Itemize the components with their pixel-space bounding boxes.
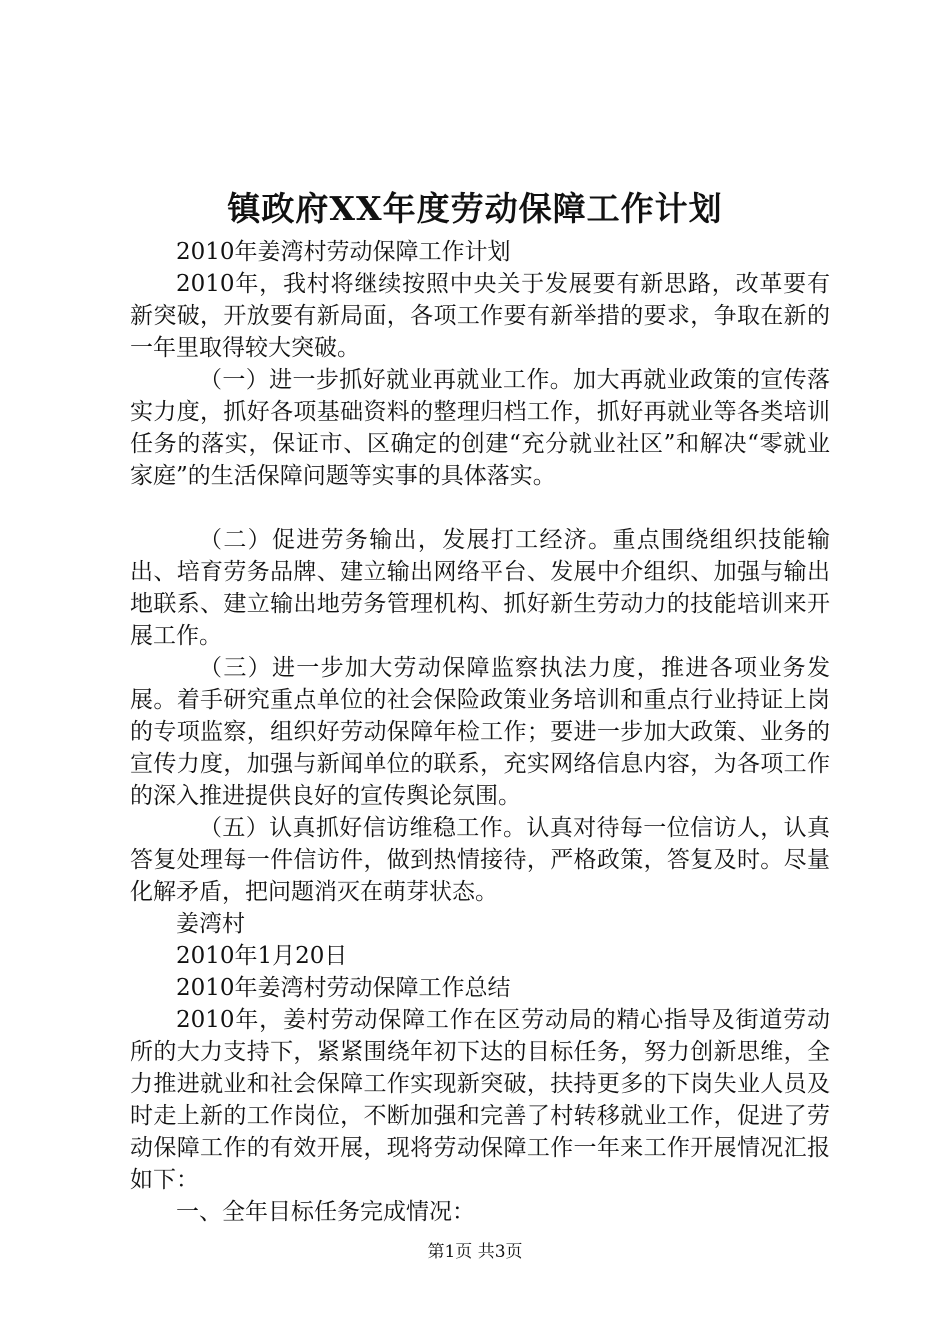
- paragraph-summary-heading: 2010年姜湾村劳动保障工作总结: [176, 975, 511, 1001]
- signature-village: 姜湾村: [176, 911, 245, 937]
- paragraph-plan-heading: 2010年姜湾村劳动保障工作计划: [176, 239, 511, 265]
- document-title: 镇政府XX年度劳动保障工作计划: [227, 189, 723, 228]
- paragraph-section-1-heading: 一、全年目标任务完成情况：: [176, 1199, 475, 1225]
- paragraph-item-5: （五）认真抓好信访维稳工作。认真对待每一位信访人，认真答复处理每一件信访件，做到热情接待，严格政策，答复及时。尽量化解矛盾，把问题消灭在萌芽状态。: [130, 815, 830, 905]
- paragraph-summary-intro: 2010年，姜村劳动保障工作在区劳动局的精心指导及街道劳动所的大力支持下，紧紧围绕年初下达的目标任务，努力创新思维，全力推进就业和社会保障工作实现新突破，扶持更多的下岗失业人员及时走上新的工作岗位，不断加强和完善了村转移就业工作，促进了劳动保障工作的有效开展，现将劳动保障工作一年来工作开展情况汇报如下：: [130, 1007, 830, 1193]
- paragraph-item-2: （二）促进劳务输出，发展打工经济。重点围绕组织技能输出、培育劳务品牌、建立输出网络平台、发展中介组织、加强与输出地联系、建立输出地劳务管理机构、抓好新生劳动力的技能培训来开展工作。: [130, 527, 830, 649]
- page-indicator: 第1页 共3页: [427, 1242, 523, 1262]
- paragraph-item-3: （三）进一步加大劳动保障监察执法力度，推进各项业务发展。着手研究重点单位的社会保险政策业务培训和重点行业持证上岗的专项监察，组织好劳动保障年检工作；要进一步加大政策、业务的宣传力度，加强与新闻单位的联系，充实网络信息内容，为各项工作的深入推进提供良好的宣传舆论氛围。: [130, 655, 830, 809]
- document-body: [130, 236, 830, 1228]
- paragraph-intro: 2010年，我村将继续按照中央关于发展要有新思路，改革要有新突破，开放要有新局面，各项工作要有新举措的要求，争取在新的一年里取得较大突破。: [130, 271, 830, 361]
- signature-date: 2010年1月20日: [176, 943, 348, 969]
- paragraph-item-1: （一）进一步抓好就业再就业工作。加大再就业政策的宣传落实力度，抓好各项基础资料的整理归档工作，抓好再就业等各类培训任务的落实，保证市、区确定的创建“充分就业社区”和解决“零就业家庭”的生活保障问题等实事的具体落实。: [130, 367, 830, 489]
